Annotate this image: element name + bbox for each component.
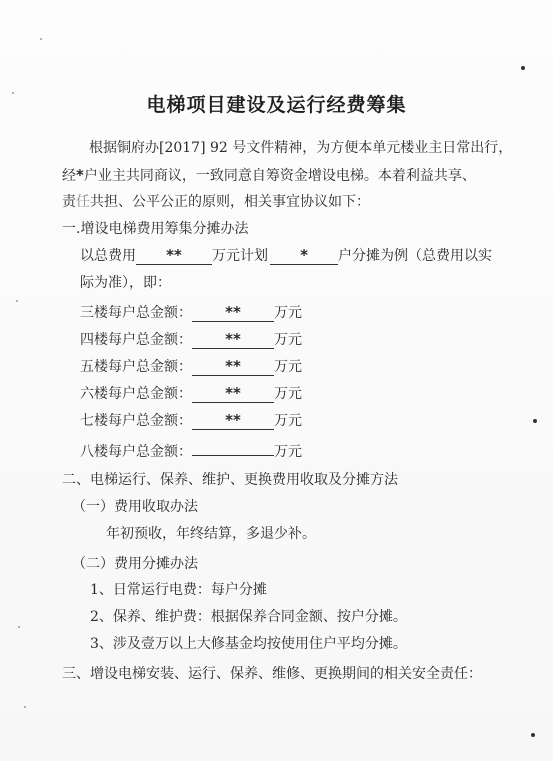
floor-label: 八楼每户总金额： bbox=[80, 444, 192, 460]
floor-amount: ** bbox=[192, 358, 274, 376]
floor-label: 五楼每户总金额： bbox=[80, 359, 192, 375]
scan-speck bbox=[24, 706, 26, 708]
section-2-sub-1: （一）费用收取办法 bbox=[72, 499, 198, 515]
section-2-sub-2: （二）费用分摊办法 bbox=[72, 556, 198, 572]
document-title: 电梯项目建设及运行经费筹集 bbox=[146, 94, 407, 116]
intro-line-3-pre: 责 bbox=[62, 194, 76, 210]
intro-line-3-post: 共担、公平公正的原则，相关事宜协议如下： bbox=[90, 194, 370, 210]
floor-label: 三楼每户总金额： bbox=[80, 305, 192, 321]
section-1-heading: 一.增设电梯费用筹集分摊办法 bbox=[62, 221, 249, 237]
households-count-mark: * bbox=[76, 166, 84, 184]
floor-label: 六楼每户总金额： bbox=[80, 386, 192, 402]
floor-unit: 万元 bbox=[274, 332, 302, 348]
scan-dot bbox=[533, 419, 537, 423]
floor-row bbox=[80, 357, 302, 377]
scan-dot bbox=[521, 66, 525, 70]
floor-row bbox=[80, 330, 302, 350]
section-1-line-a-post: 户分摊为例（总费用以实 bbox=[338, 248, 492, 264]
floor-amount: ** bbox=[192, 385, 274, 403]
intro-line-2-post: 户业主共同商议，一致同意自筹资金增设电梯。本着利益共享、 bbox=[83, 168, 476, 184]
floor-amount bbox=[192, 438, 274, 456]
fee-item: 2、保养、维护费：根据保养合同金额、按户分摊。 bbox=[90, 609, 407, 625]
intro-line-3 bbox=[62, 192, 370, 212]
floor-unit: 万元 bbox=[274, 359, 302, 375]
floor-unit: 万元 bbox=[274, 413, 302, 429]
section-3-heading: 三、增设电梯安装、运行、保养、维修、更换期间的相关安全责任： bbox=[62, 666, 482, 682]
floor-amount: ** bbox=[192, 331, 274, 349]
floor-unit: 万元 bbox=[274, 386, 302, 402]
scan-speck bbox=[16, 300, 18, 302]
intro-line-2 bbox=[62, 165, 476, 186]
intro-line-2-pre: 经 bbox=[62, 168, 76, 184]
floor-row bbox=[80, 411, 302, 431]
total-cost-unit: 万元计划 bbox=[212, 248, 268, 264]
floor-unit: 万元 bbox=[274, 444, 302, 460]
section-1-line-b: 际为准），即： bbox=[80, 275, 171, 291]
total-cost-value: ** bbox=[136, 247, 212, 265]
floor-amount: ** bbox=[192, 412, 274, 430]
intro-line-1: 根据铜府办[2017] 92 号文件精神，为方便本单元楼业主日常出行， bbox=[89, 140, 513, 156]
floor-row bbox=[80, 384, 302, 404]
section-2-heading: 二、电梯运行、保养、维护、更换费用收取及分摊方法 bbox=[62, 472, 398, 488]
floor-row bbox=[80, 438, 302, 462]
section-2-sub-1-text: 年初预收，年终结算，多退少补。 bbox=[106, 526, 316, 542]
floor-row bbox=[80, 303, 302, 323]
floor-unit: 万元 bbox=[274, 305, 302, 321]
total-cost-label: 以总费用 bbox=[80, 248, 136, 264]
floor-amount: ** bbox=[192, 304, 274, 322]
fee-item: 1、日常运行电费：每户分摊 bbox=[90, 582, 267, 598]
scan-speck bbox=[40, 38, 42, 40]
section-1-line-a bbox=[80, 246, 492, 266]
floor-label: 四楼每户总金额： bbox=[80, 332, 192, 348]
scan-speck bbox=[18, 626, 20, 628]
intro-line-3-faded: 任 bbox=[76, 194, 90, 210]
scan-speck bbox=[12, 92, 14, 94]
floor-label: 七楼每户总金额： bbox=[80, 413, 192, 429]
fee-item: 3、涉及壹万以上大修基金均按使用住户平均分摊。 bbox=[90, 636, 407, 652]
scan-dot bbox=[531, 733, 535, 737]
household-count-value: * bbox=[270, 247, 338, 265]
